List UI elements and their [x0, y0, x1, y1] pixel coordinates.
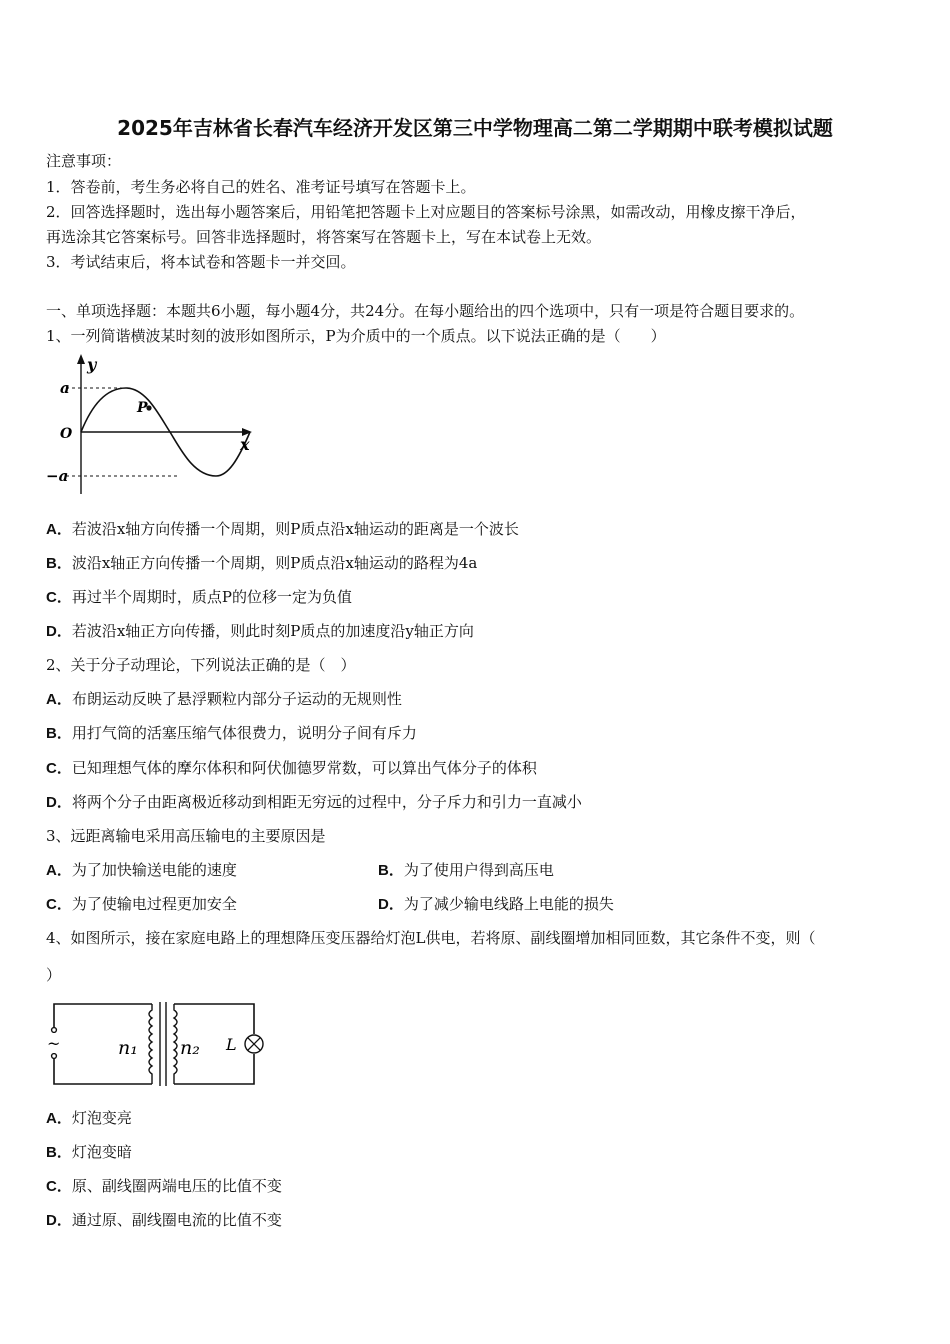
q4-fig-label-n1: n₁: [118, 1037, 138, 1059]
section-heading: 一、单项选择题：本题共6小题，每小题4分，共24分。在每小题给出的四个选项中，只有一项是符合题目要求的。: [46, 302, 805, 320]
q1-fig-label-a: a: [60, 379, 70, 397]
notice-item-2-cont: 再选涂其它答案标号。回答非选择题时，将答案写在答题卡上，写在本试卷上无效。: [46, 228, 602, 246]
q4-option-b: B．灯泡变暗: [46, 1143, 132, 1161]
q2-option-d: D．将两个分子由距离极近移动到相距无穷远的过程中，分子斥力和引力一直减小: [46, 793, 582, 811]
q1-stem: 1、一列简谐横波某时刻的波形如图所示，P为介质中的一个质点。以下说法正确的是（ ）: [46, 327, 666, 345]
q1-fig-label-x: x: [240, 435, 250, 454]
q3-option-b: B．为了使用户得到高压电: [378, 861, 554, 879]
q2-stem: 2、关于分子动理论，下列说法正确的是（ ）: [46, 656, 356, 674]
q4-option-c: C．原、副线圈两端电压的比值不变: [46, 1177, 282, 1195]
q2-option-b: B．用打气筒的活塞压缩气体很费力，说明分子间有斥力: [46, 724, 417, 742]
q1-option-c: C．再过半个周期时，质点P的位移一定为负值: [46, 588, 352, 606]
q3-option-c: C．为了使输电过程更加安全: [46, 895, 237, 913]
q4-fig-label-n2: n₂: [180, 1037, 200, 1059]
q3-option-a: A．为了加快输送电能的速度: [46, 861, 237, 879]
q4-stem-line1: 4、如图所示，接在家庭电路上的理想降压变压器给灯泡L供电，若将原、副线圈增加相同匝数，其它条件不变，则（: [46, 929, 816, 947]
ac-source-icon: ~: [47, 1034, 61, 1053]
q4-fig-label-l: L: [226, 1035, 237, 1054]
q2-option-a: A．布朗运动反映了悬浮颗粒内部分子运动的无规则性: [46, 690, 402, 708]
q1-wave-figure: [44, 350, 259, 498]
q3-option-d: D．为了减少输电线路上电能的损失: [378, 895, 614, 913]
q1-option-b: B．波沿x轴正方向传播一个周期，则P质点沿x轴运动的路程为4a: [46, 554, 478, 572]
notice-item-2: 2．回答选择题时，选出每小题答案后，用铅笔把答题卡上对应题目的答案标号涂黑，如需改动，用橡皮擦干净后，: [46, 203, 806, 221]
notice-item-3: 3．考试结束后，将本试卷和答题卡一并交回。: [46, 253, 356, 271]
page-title: 2025年吉林省长春汽车经济开发区第三中学物理高二第二学期期中联考模拟试题: [117, 116, 833, 140]
q1-fig-label-y: y: [87, 355, 97, 374]
notice-heading: 注意事项：: [46, 152, 122, 170]
q3-stem: 3、远距离输电采用高压输电的主要原因是: [46, 827, 326, 845]
q1-fig-label-p: P: [137, 400, 148, 416]
notice-item-1: 1．答卷前，考生务必将自己的姓名、准考证号填写在答题卡上。: [46, 178, 476, 196]
q1-fig-label-origin: O: [60, 426, 73, 442]
q4-option-d: D．通过原、副线圈电流的比值不变: [46, 1211, 282, 1229]
q1-option-d: D．若波沿x轴正方向传播，则此时刻P质点的加速度沿y轴正方向: [46, 622, 474, 640]
q1-option-a: A．若波沿x轴方向传播一个周期，则P质点沿x轴运动的距离是一个波长: [46, 520, 519, 538]
q2-option-c: C．已知理想气体的摩尔体积和阿伏伽德罗常数，可以算出气体分子的体积: [46, 759, 537, 777]
q4-stem-line2: ）: [46, 966, 62, 984]
q4-option-a: A．灯泡变亮: [46, 1109, 132, 1127]
q4-transformer-figure: [42, 996, 270, 1092]
q1-fig-label-neg-a: −a: [46, 467, 69, 485]
